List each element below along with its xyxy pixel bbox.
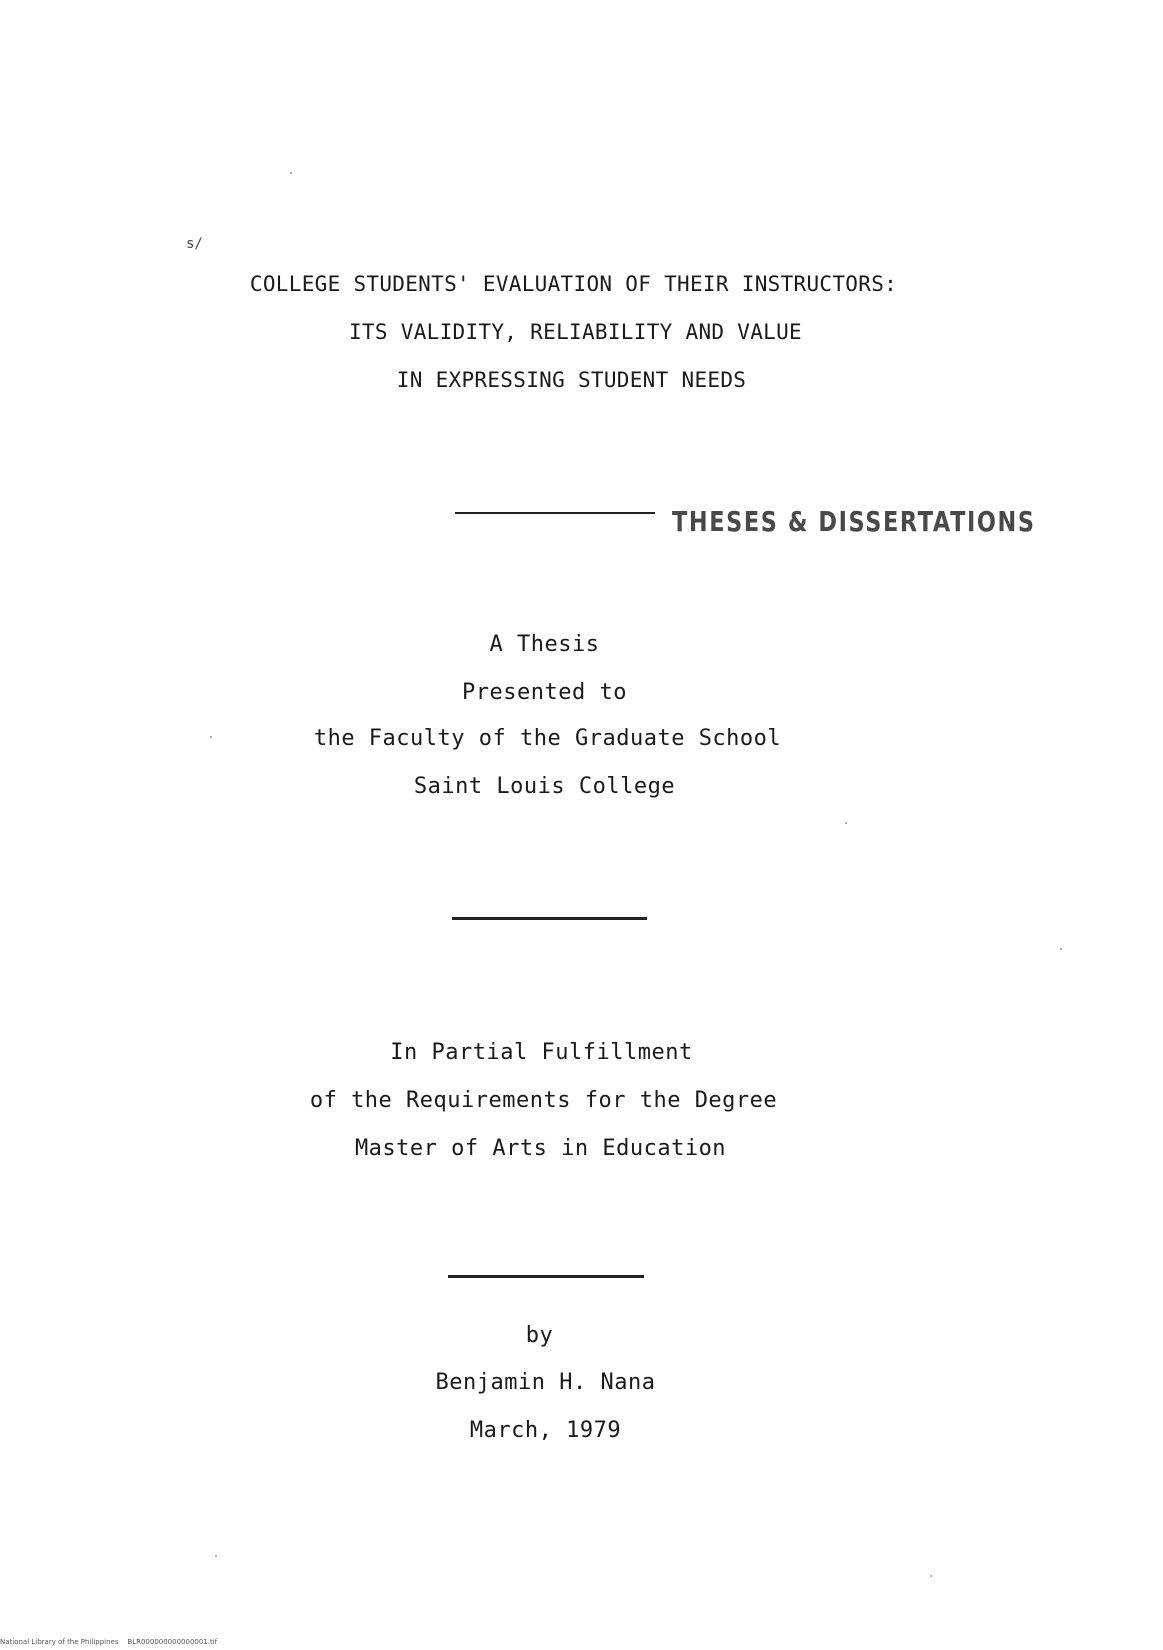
thesis-title-line-3: IN EXPRESSING STUDENT NEEDS: [396, 368, 747, 392]
submission-date: March, 1979: [469, 1418, 622, 1443]
fulfillment-line-1: In Partial Fulfillment: [390, 1040, 693, 1065]
by-label: by: [525, 1323, 554, 1348]
presentation-line-1: A Thesis: [489, 632, 600, 657]
presentation-line-2: Presented to: [462, 680, 627, 705]
scan-speck: [215, 1555, 217, 1557]
thesis-title-line-1: COLLEGE STUDENTS' EVALUATION OF THEIR INSTRUCTORS:: [249, 272, 898, 296]
library-stamp: THESES & DISSERTATIONS: [672, 505, 1036, 538]
scan-speck: [290, 172, 292, 174]
fulfillment-line-3: Master of Arts in Education: [354, 1136, 727, 1161]
scan-speck: [845, 822, 847, 824]
scan-footer: National Library of the Philippines BLR000000000000001.tif: [0, 1638, 218, 1646]
scan-speck: [1060, 948, 1062, 950]
stamp-rule: [455, 512, 655, 514]
scan-speck: [930, 1575, 932, 1577]
margin-handwritten-mark: s/: [186, 236, 203, 252]
divider-2: [448, 1275, 644, 1278]
author-name: Benjamin H. Nana: [435, 1370, 656, 1395]
divider-1: [452, 917, 647, 920]
presentation-line-4: Saint Louis College: [413, 774, 676, 799]
thesis-title-line-2: ITS VALIDITY, RELIABILITY AND VALUE: [348, 320, 802, 344]
presentation-line-3: the Faculty of the Graduate School: [313, 726, 782, 751]
fulfillment-line-2: of the Requirements for the Degree: [309, 1088, 778, 1113]
